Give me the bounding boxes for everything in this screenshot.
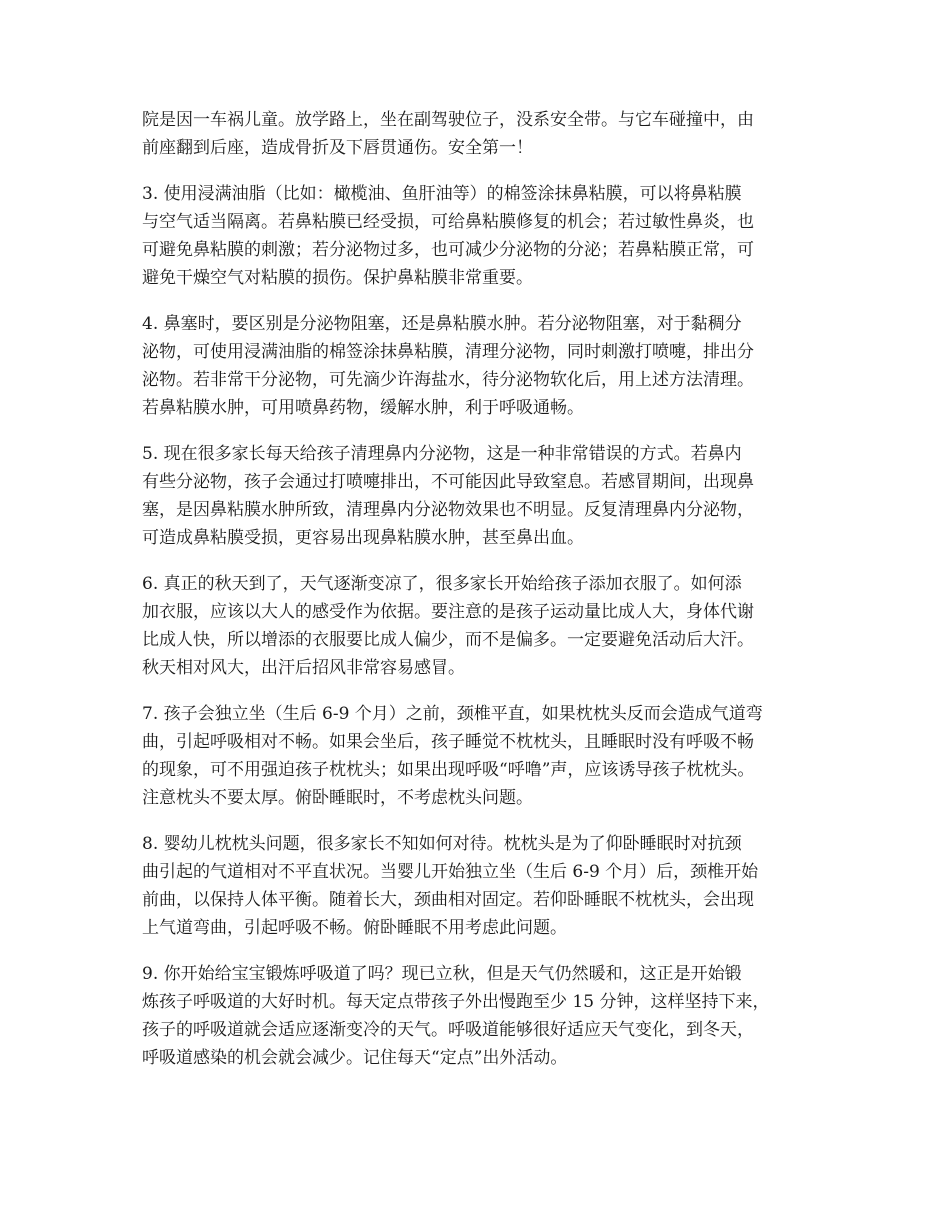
paragraph-line: 比成人快，所以增添的衣服要比成人偏少，而不是偏多。一定要避免活动后大汗。 bbox=[142, 630, 754, 650]
paragraph-line: 避免干燥空气对粘膜的损伤。保护鼻粘膜非常重要。 bbox=[142, 268, 533, 288]
paragraph-line: 与空气适当隔离。若鼻粘膜已经受损，可给鼻粘膜修复的机会；若过敏性鼻炎，也 bbox=[142, 212, 754, 232]
paragraph-line: 泌物。若非常干分泌物，可先滴少许海盐水，待分泌物软化后，用上述方法清理。 bbox=[142, 370, 754, 390]
paragraph-line: 曲引起的气道相对不平直状况。当婴儿开始独立坐（生后 6-9 个月）后，颈椎开始 bbox=[142, 862, 759, 882]
paragraph-line: 8. 婴幼儿枕枕头问题，很多家长不知如何对待。枕枕头是为了仰卧睡眠时对抗颈 bbox=[142, 834, 742, 854]
paragraph-line: 前座翻到后座，造成骨折及下唇贯通伤。安全第一！ bbox=[142, 138, 533, 158]
paragraph-line: 呼吸道感染的机会就会减少。记住每天“定点”出外活动。 bbox=[142, 1048, 568, 1068]
paragraph-line: 注意枕头不要太厚。俯卧睡眠时，不考虑枕头问题。 bbox=[142, 788, 533, 808]
paragraph-line: 塞，是因鼻粘膜水肿所致，清理鼻内分泌物效果也不明显。反复清理鼻内分泌物， bbox=[142, 500, 754, 520]
paragraph-line: 3. 使用浸满油脂（比如：橄榄油、鱼肝油等）的棉签涂抹鼻粘膜，可以将鼻粘膜 bbox=[142, 184, 742, 204]
paragraph-line: 4. 鼻塞时，要区别是分泌物阻塞，还是鼻粘膜水肿。若分泌物阻塞，对于黏稠分 bbox=[142, 314, 742, 334]
paragraph-line: 前曲，以保持人体平衡。随着长大，颈曲相对固定。若仰卧睡眠不枕枕头，会出现 bbox=[142, 890, 754, 910]
paragraph-line: 5. 现在很多家长每天给孩子清理鼻内分泌物，这是一种非常错误的方式。若鼻内 bbox=[142, 444, 742, 464]
paragraph-line: 9. 你开始给宝宝锻炼呼吸道了吗？现已立秋，但是天气仍然暖和，这正是开始锻 bbox=[142, 964, 742, 984]
paragraph-line: 上气道弯曲，引起呼吸不畅。俯卧睡眠不用考虑此问题。 bbox=[142, 918, 567, 938]
paragraph-line: 7. 孩子会独立坐（生后 6-9 个月）之前，颈椎平直，如果枕枕头反而会造成气道弯 bbox=[142, 704, 763, 724]
paragraph-line: 的现象，可不用强迫孩子枕枕头；如果出现呼吸“呼噜”声，应该诱导孩子枕枕头。 bbox=[142, 760, 755, 780]
paragraph-item-6 bbox=[142, 570, 818, 682]
paragraph-line: 炼孩子呼吸道的大好时机。每天定点带孩子外出慢跑至少 15 分钟，这样坚持下来， bbox=[142, 992, 770, 1012]
paragraph-intro-continued bbox=[142, 106, 818, 162]
paragraph-line: 院是因一车祸儿童。放学路上，坐在副驾驶位子，没系安全带。与它车碰撞中，由 bbox=[142, 110, 754, 130]
paragraph-line: 若鼻粘膜水肿，可用喷鼻药物，缓解水肿，利于呼吸通畅。 bbox=[142, 398, 584, 418]
paragraph-line: 秋天相对风大，出汗后招风非常容易感冒。 bbox=[142, 658, 465, 678]
paragraph-item-4 bbox=[142, 310, 818, 422]
paragraph-line: 有些分泌物，孩子会通过打喷嚏排出，不可能因此导致窒息。若感冒期间，出现鼻 bbox=[142, 472, 754, 492]
paragraph-line: 6. 真正的秋天到了，天气逐渐变凉了，很多家长开始给孩子添加衣服了。如何添 bbox=[142, 574, 742, 594]
paragraph-item-9 bbox=[142, 960, 818, 1072]
paragraph-item-7 bbox=[142, 700, 818, 812]
paragraph-line: 加衣服，应该以大人的感受作为依据。要注意的是孩子运动量比成人大，身体代谢 bbox=[142, 602, 754, 622]
paragraph-line: 可造成鼻粘膜受损，更容易出现鼻粘膜水肿，甚至鼻出血。 bbox=[142, 528, 584, 548]
paragraph-line: 孩子的呼吸道就会适应逐渐变冷的天气。呼吸道能够很好适应天气变化，到冬天， bbox=[142, 1020, 754, 1040]
paragraph-item-8 bbox=[142, 830, 818, 942]
paragraph-line: 可避免鼻粘膜的刺激；若分泌物过多，也可减少分泌物的分泌；若鼻粘膜正常，可 bbox=[142, 240, 754, 260]
document-body bbox=[142, 106, 818, 1090]
paragraph-item-3 bbox=[142, 180, 818, 292]
paragraph-line: 泌物，可使用浸满油脂的棉签涂抹鼻粘膜，清理分泌物，同时刺激打喷嚏，排出分 bbox=[142, 342, 754, 362]
paragraph-line: 曲，引起呼吸相对不畅。如果会坐后，孩子睡觉不枕枕头，且睡眠时没有呼吸不畅 bbox=[142, 732, 754, 752]
paragraph-item-5 bbox=[142, 440, 818, 552]
